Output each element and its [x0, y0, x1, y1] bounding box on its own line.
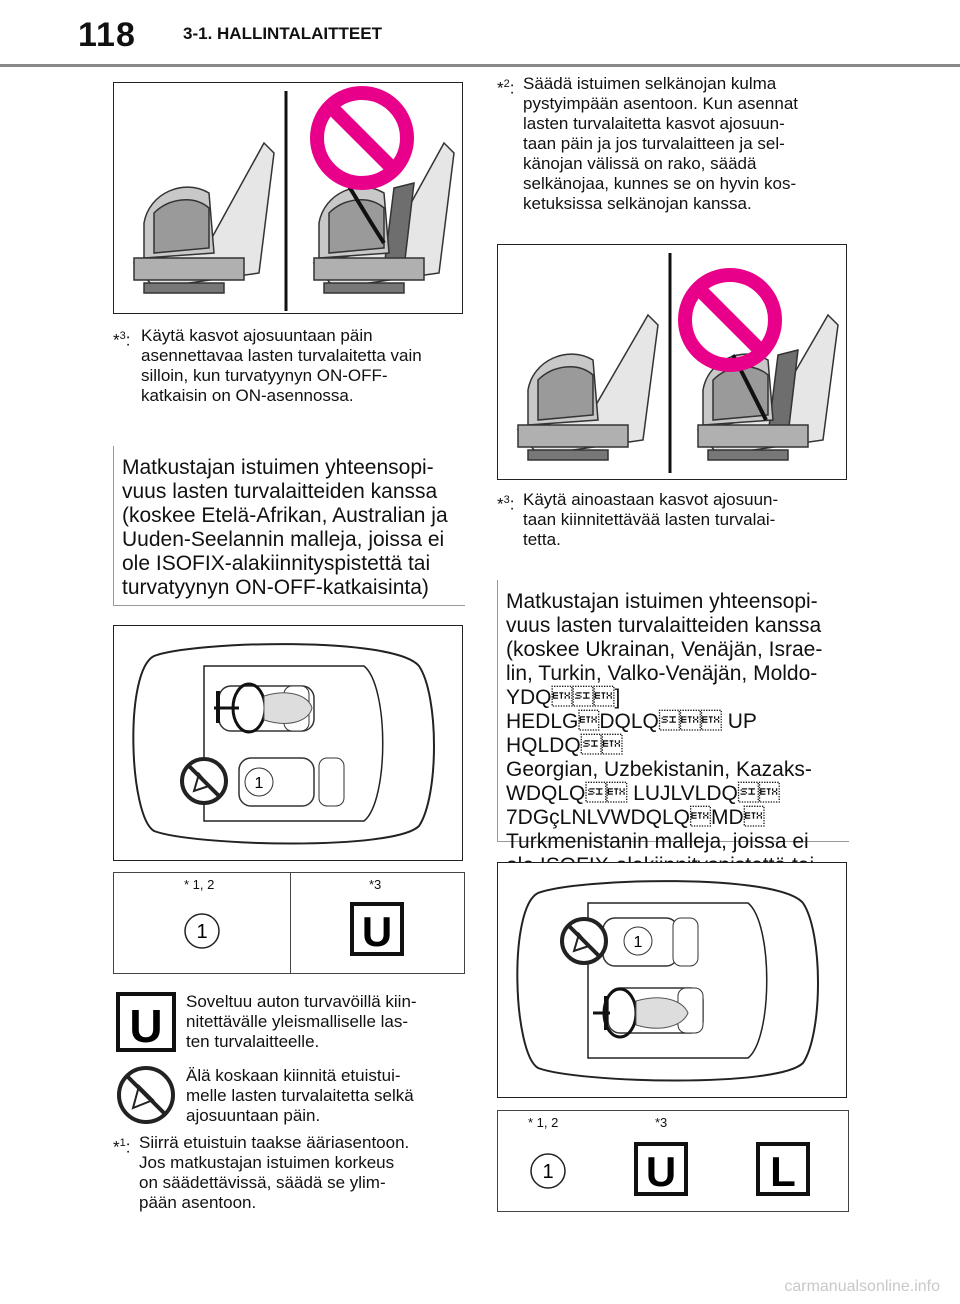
svg-text:1: 1	[254, 775, 264, 792]
compatibility-table-right	[497, 1110, 849, 1212]
no-rear-facing-icon	[182, 759, 226, 803]
section-title: 3-1. HALLINTALAITTEET	[183, 24, 382, 43]
watermark: carmanualsonline.info	[784, 1278, 940, 1295]
position-1-icon	[528, 1151, 568, 1191]
seat-recline-figure	[113, 82, 463, 314]
note-2: *$^2$: Säädä istuimen selkänojan kulma pystyimpään asentoon. Kun asennat lasten turvalaitetta kasvot ajosuun- taan päin ja jos turvalaitteen ja sel- känojan välissä on rako, säädä selkänojaa, kunnes se on hyvin kos- ketuksissa selkänojan kanssa.	[497, 74, 799, 213]
table-cell-3: *3 U L	[603, 1111, 848, 1211]
position-1-icon	[182, 911, 222, 951]
svg-text:U: U	[361, 908, 393, 955]
prohibited-icon	[685, 275, 775, 365]
table-cell-1-2: * 1, 2 1	[498, 1111, 603, 1211]
universal-legend-text: Soveltuu auton turvavöillä kiin- nitettävälle yleismalliselle las- ten turvalaitteelle.	[186, 992, 417, 1051]
svg-text:L: L	[770, 1148, 796, 1195]
svg-text:U: U	[645, 1148, 677, 1195]
seat-illustration	[114, 83, 461, 312]
table-cell-1-2: * 1, 2 1	[114, 873, 290, 973]
note-1: *$^1$: Siirrä etuistuin taakse ääriasentoon. Jos matkustajan istuimen korkeus on säädettävissä, säädä se ylim- pään asentoon.	[113, 1133, 410, 1212]
lap-belt-l-icon	[755, 1141, 811, 1197]
prohibited-icon	[317, 93, 407, 183]
universal-u-icon	[633, 1141, 689, 1197]
table-cell-3: *3 U	[290, 873, 464, 973]
no-rear-legend-text: Älä koskaan kiinnitä etuistui- melle lasten turvalaitetta selkä ajosuuntaan päin.	[186, 1066, 414, 1125]
page-number: 118	[78, 16, 136, 54]
compatibility-table-left	[113, 872, 465, 974]
seat-forward-figure	[497, 244, 847, 480]
svg-text:1: 1	[196, 921, 208, 943]
note-3-left: *$^3$: Käytä kasvot ajosuuntaan päin asennettavaa lasten turvalaitetta vain silloin, kun turvatyynyn ON-OFF-katkaisin on ON-asennossa.	[113, 326, 463, 406]
universal-u-icon	[115, 991, 177, 1053]
svg-text:U: U	[129, 1000, 163, 1052]
no-rear-facing-icon	[115, 1064, 177, 1126]
no-rear-facing-icon	[562, 919, 606, 963]
car-diagram-left	[113, 625, 463, 861]
svg-text:1: 1	[633, 934, 643, 951]
compatibility-heading-right: Matkustajan istuimen yhteensopi- vuus lasten turvalaitteiden kanssa (koskee Ukrainan, Venäjän, Israe- lin, Turkin, Valko-Venäjän, Moldo- YDQ] HEDLGDQLQ UP HQLDQ Georgian, Uzbekistanin, Kazaks- WDQLQ LUJLVLDQ 7DGçLNLVWDQLQMD Turkmenistanin malleja, joissa ei	[497, 580, 849, 842]
car-diagram-right	[497, 862, 847, 1098]
svg-text:1: 1	[542, 1161, 554, 1183]
compatibility-heading-left: Matkustajan istuimen yhteensopi- vuus lasten turvalaitteiden kanssa (koskee Etelä-Afrikan, Australian ja Uuden-Seelannin malleja, joissa ei ole ISOFIX-alakiinnityspistettä tai turvatyynyn ON-OFF-katkaisinta)	[113, 446, 465, 606]
note-3-right: *$^3$: Käytä ainoastaan kasvot ajosuun- taan kiinnitettävää lasten turvalai- tetta.	[497, 490, 779, 549]
header-rule	[0, 64, 960, 67]
note-3-left-text: Käytä kasvot ajosuuntaan päin asennettavaa lasten turvalaitetta vain silloin, kun turvatyynyn ON-OFF-katkaisin on ON-asennossa.	[141, 326, 422, 405]
universal-u-icon	[349, 901, 405, 957]
